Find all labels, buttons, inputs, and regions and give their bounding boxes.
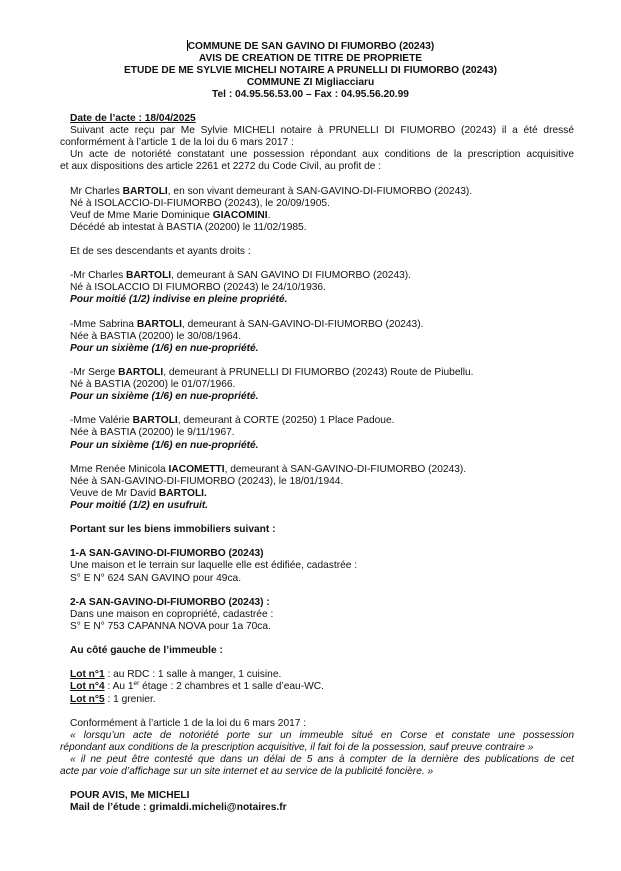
heir-entry: -Mr Serge BARTOLI, demeurant à PRUNELLI DI FIUMORBO (20243) Route de Piubellu. Né à BASTIA (20200) le 01/07/1966. Pour un sixième (1/6) en nue-propriété. <box>70 367 574 403</box>
deceased-line-4: Décédé ab intestat à BASTIA (20200) le 11/02/1985. <box>70 221 307 233</box>
intro-line-1: Suivant acte reçu par Me Sylvie MICHELI notaire à PRUNELLI DI FIUMORBO (20243) il a été dressé <box>70 125 574 137</box>
act-date: Date de l’acte : 18/04/2025 <box>70 113 196 124</box>
header-office: ETUDE DE ME SYLVIE MICHELI NOTAIRE A PRUNELLI DI FIUMORBO (20243) <box>123 65 497 77</box>
notice-body <box>60 113 574 814</box>
legal-quote-1a: « lorsqu’un acte de notoriété porte sur un immeuble situé en Corse et constate une possession <box>70 729 574 741</box>
widow-entry: Mme Renée Minicola IACOMETTI, demeurant à SAN-GAVINO-DI-FIUMORBO (20243). Née à SAN-GAVINO-DI-FIUMORBO (20243), le 18/01/1944. Veuve de Mr David BARTOLI. Pour moitié (1/2) en usufruit. <box>70 464 574 512</box>
left-side-heading: Au côté gauche de l’immeuble : <box>70 645 223 657</box>
property-entry: 1-A SAN-GAVINO-DI-FIUMORBO (20243) Une maison et le terrain sur laquelle elle est édifiée, cadastrée : S° E N° 624 SAN GAVINO pour 49ca. <box>70 548 358 584</box>
notice-header <box>0 40 621 101</box>
office-email: Mail de l’étude : grimaldi.micheli@notaires.fr <box>70 802 287 814</box>
lot-item: Lot n°1 : au RDC : 1 salle à manger, 1 cuisine. <box>70 669 282 681</box>
lot-item: Lot n°4 : Au 1er étage : 2 chambres et 1 salle d’eau-WC. <box>70 680 324 693</box>
legal-quote-2a: « il ne peut être contesté que dans un délai de 5 ans à compter de la dernière des publications de cet <box>70 753 574 765</box>
header-contact: Tel : 04.95.56.53.00 – Fax : 04.95.56.20.99 <box>212 89 409 101</box>
heir-share: Pour moitié (1/2) indivise en pleine propriété. <box>70 294 288 306</box>
lot-item: Lot n°5 : 1 grenier. <box>70 693 156 705</box>
heir-share: Pour un sixième (1/6) en nue-propriété. <box>70 391 259 403</box>
header-commune: COMMUNE DE SAN GAVINO DI FIUMORBO (20243) <box>187 41 435 52</box>
deceased-line-2: Né à ISOLACCIO-DI-FIUMORBO (20243), le 20/09/1905. <box>70 197 330 209</box>
heir-entry: -Mr Charles BARTOLI, demeurant à SAN GAVINO DI FIUMORBO (20243). Né à ISOLACCIO DI FIUMORBO (20243) le 24/10/1936. Pour moitié (1/2) indivise en pleine propriété. <box>70 270 574 306</box>
notice-footer <box>60 790 574 814</box>
intro-line-4: et aux dispositions des article 2261 et 2272 du Code Civil, au profit de : <box>60 161 382 173</box>
lot-list <box>70 669 574 705</box>
heirs-intro: Et de ses descendants et ayants droits : <box>70 246 251 258</box>
legal-intro: Conformément à l’article 1 de la loi du 6 mars 2017 : <box>70 717 307 729</box>
heir-share: Pour un sixième (1/6) en nue-propriété. <box>70 439 259 451</box>
signature: POUR AVIS, Me MICHELI <box>70 790 190 802</box>
heir-entry: -Mme Valérie BARTOLI, demeurant à CORTE (20250) 1 Place Padoue. Née à BASTIA (20200) le 9/11/1967. Pour un sixième (1/6) en nue-propriété. <box>70 415 574 451</box>
property-entry: 2-A SAN-GAVINO-DI-FIUMORBO (20243) : Dans une maison en copropriété, cadastrée : S° E N° 753 CAPANNA NOVA pour 1a 70ca. <box>70 596 274 632</box>
legal-quote-2b: acte par voie d’affichage sur un site internet et au service de la publicité foncière. » <box>60 766 434 778</box>
intro-line-3: Un acte de notoriété constatant une possession répondant aux conditions de la prescription acquisitive <box>70 149 574 161</box>
legal-quote-1b: répondant aux conditions de la prescription acquisitive, il fait foi de la possession, sauf preuve contraire » <box>60 741 534 753</box>
property-heading: Portant sur les biens immobiliers suivant : <box>70 524 276 536</box>
heir-entry: -Mme Sabrina BARTOLI, demeurant à SAN-GAVINO-DI-FIUMORBO (20243). Née à BASTIA (20200) le 30/08/1964. Pour un sixième (1/6) en nue-propriété. <box>70 319 574 355</box>
widow-share: Pour moitié (1/2) en usufruit. <box>70 500 209 511</box>
deceased-line-1: Mr Charles BARTOLI, en son vivant demeurant à SAN-GAVINO-DI-FIUMORBO (20243). <box>70 185 473 197</box>
deceased-block <box>60 186 574 730</box>
intro-line-2: conformément à l’article 1 de la loi du 6 mars 2017 : <box>60 137 294 149</box>
deceased-line-3: Veuf de Mme Marie Dominique GIACOMINI. <box>70 209 271 221</box>
header-location: COMMUNE ZI Migliacciaru <box>246 77 375 89</box>
header-title: AVIS DE CREATION DE TITRE DE PROPRIETE <box>198 53 423 65</box>
heir-share: Pour un sixième (1/6) en nue-propriété. <box>70 342 259 354</box>
